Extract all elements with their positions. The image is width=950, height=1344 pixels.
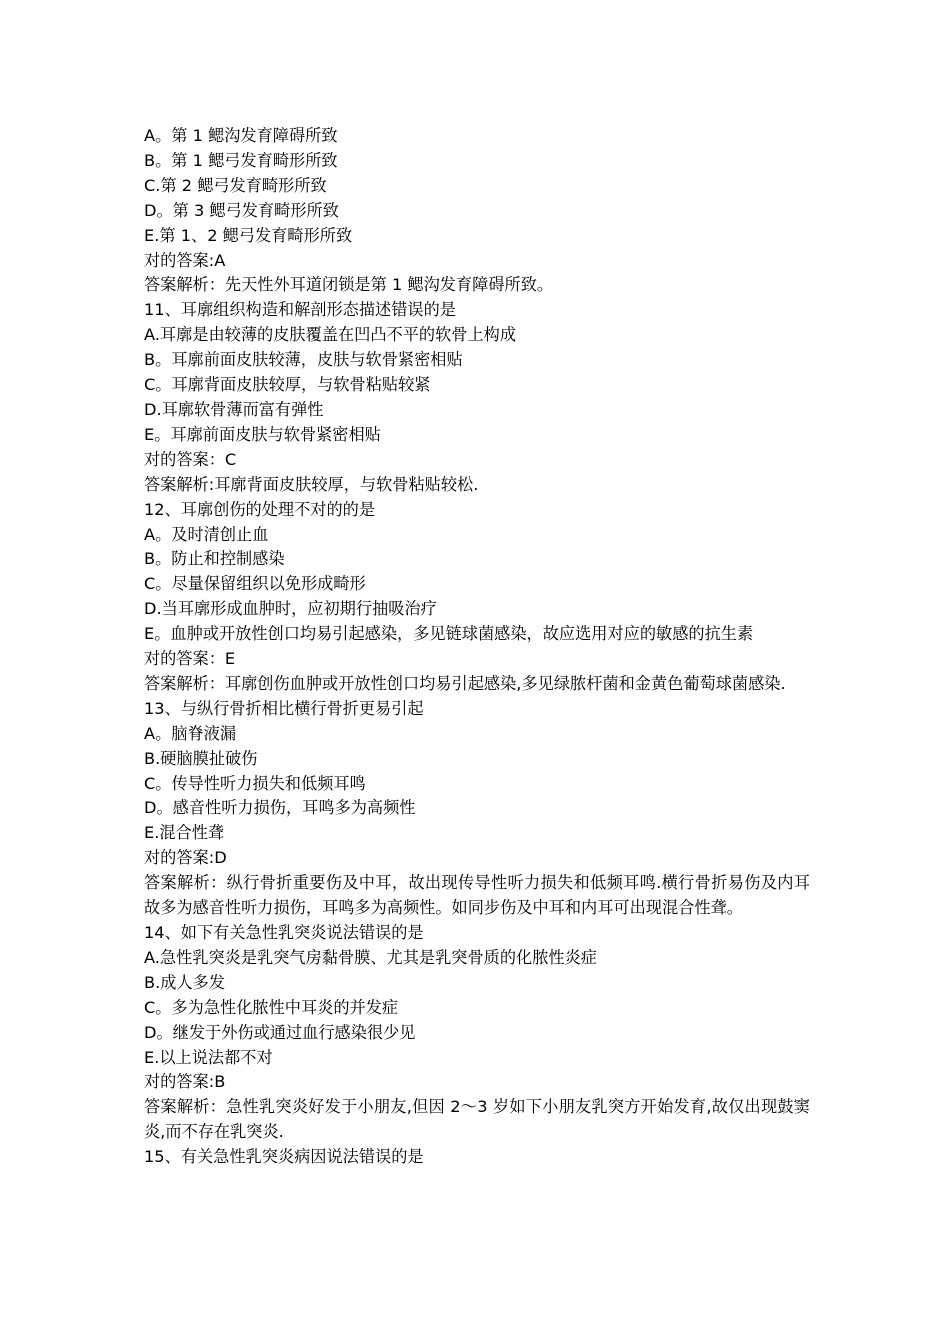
correct-answer: 对的答案:D xyxy=(144,848,227,868)
option-e: E。耳廓前面皮肤与软骨紧密相贴 xyxy=(144,424,381,444)
option-c: C.第 2 鳃弓发育畸形所致 xyxy=(144,175,327,195)
question-block-15 xyxy=(144,1145,810,1170)
correct-answer: 对的答案：C xyxy=(144,449,237,469)
question-text: 12、耳廓创伤的处理不对的的是 xyxy=(144,499,376,519)
option-d: D.当耳廓形成血肿时，应初期行抽吸治疗 xyxy=(144,599,437,619)
document-body xyxy=(144,124,810,1170)
option-c: C。尽量保留组织以免形成畸形 xyxy=(144,574,366,594)
option-c: C。传导性听力损失和低频耳鸣 xyxy=(144,773,366,793)
option-a: A。脑脊液漏 xyxy=(144,723,237,743)
option-c: C。多为急性化脓性中耳炎的并发症 xyxy=(144,997,399,1017)
answer-explanation: 答案解析:耳廓背面皮肤较厚，与软骨粘贴较松. xyxy=(144,474,479,494)
option-d: D。第 3 鳃弓发育畸形所致 xyxy=(144,200,339,220)
question-text: 15、有关急性乳突炎病因说法错误的是 xyxy=(144,1147,424,1167)
option-d: D.耳廓软骨薄而富有弹性 xyxy=(144,399,324,419)
question-text: 13、与纵行骨折相比横行骨折更易引起 xyxy=(144,698,424,718)
option-b: B。耳廓前面皮肤较薄，皮肤与软骨紧密相贴 xyxy=(144,350,463,370)
option-e: E.第 1、2 鳃弓发育畸形所致 xyxy=(144,225,353,245)
option-b: B.成人多发 xyxy=(144,972,226,992)
question-block-11 xyxy=(144,298,810,497)
correct-answer: 对的答案:A xyxy=(144,250,226,270)
option-c: C。耳廓背面皮肤较厚，与软骨粘贴较紧 xyxy=(144,375,431,395)
option-d: D。感音性听力损伤，耳鸣多为高频性 xyxy=(144,798,416,818)
question-text: 11、耳廓组织构造和解剖形态描述错误的是 xyxy=(144,300,456,320)
answer-explanation: 答案解析：先天性外耳道闭锁是第 1 鳃沟发育障碍所致。 xyxy=(144,275,554,295)
question-block-10 xyxy=(144,124,810,298)
option-b: B.硬脑膜扯破伤 xyxy=(144,748,258,768)
correct-answer: 对的答案：E xyxy=(144,649,236,669)
correct-answer: 对的答案:B xyxy=(144,1072,226,1092)
option-b: B。第 1 鳃弓发育畸形所致 xyxy=(144,150,338,170)
option-e: E。血肿或开放性创口均易引起感染，多见链球菌感染，故应选用对应的敏感的抗生素 xyxy=(144,624,754,644)
answer-explanation: 答案解析：纵行骨折重要伤及中耳，故出现传导性听力损失和低频耳鸣.横行骨折易伤及内耳故多为感音性听力损伤，耳鸣多为高频性。如同步伤及中耳和内耳可出现混合性聋。 xyxy=(144,873,810,918)
option-a: A。及时清创止血 xyxy=(144,524,269,544)
question-block-12 xyxy=(144,498,810,697)
option-d: D。继发于外伤或通过血行感染很少见 xyxy=(144,1022,416,1042)
question-text: 14、如下有关急性乳突炎说法错误的是 xyxy=(144,923,424,942)
option-a: A。第 1 鳃沟发育障碍所致 xyxy=(144,126,338,145)
option-e: E.以上说法都不对 xyxy=(144,1047,273,1067)
option-a: A.耳廓是由较薄的皮肤覆盖在凹凸不平的软骨上构成 xyxy=(144,325,517,345)
option-e: E.混合性聋 xyxy=(144,823,225,843)
question-block-14 xyxy=(144,921,810,1145)
answer-explanation: 答案解析：耳廓创伤血肿或开放性创口均易引起感染,多见绿脓杆菌和金黄色葡萄球菌感染. xyxy=(144,673,786,693)
option-b: B。防止和控制感染 xyxy=(144,549,285,569)
answer-explanation: 答案解析：急性乳突炎好发于小朋友,但因 2～3 岁如下小朋友乳突方开始发育,故仅出现鼓窦炎,而不存在乳突炎. xyxy=(144,1097,810,1142)
option-a: A.急性乳突炎是乳突气房黏骨膜、尤其是乳突骨质的化脓性炎症 xyxy=(144,947,597,967)
question-block-13 xyxy=(144,697,810,921)
